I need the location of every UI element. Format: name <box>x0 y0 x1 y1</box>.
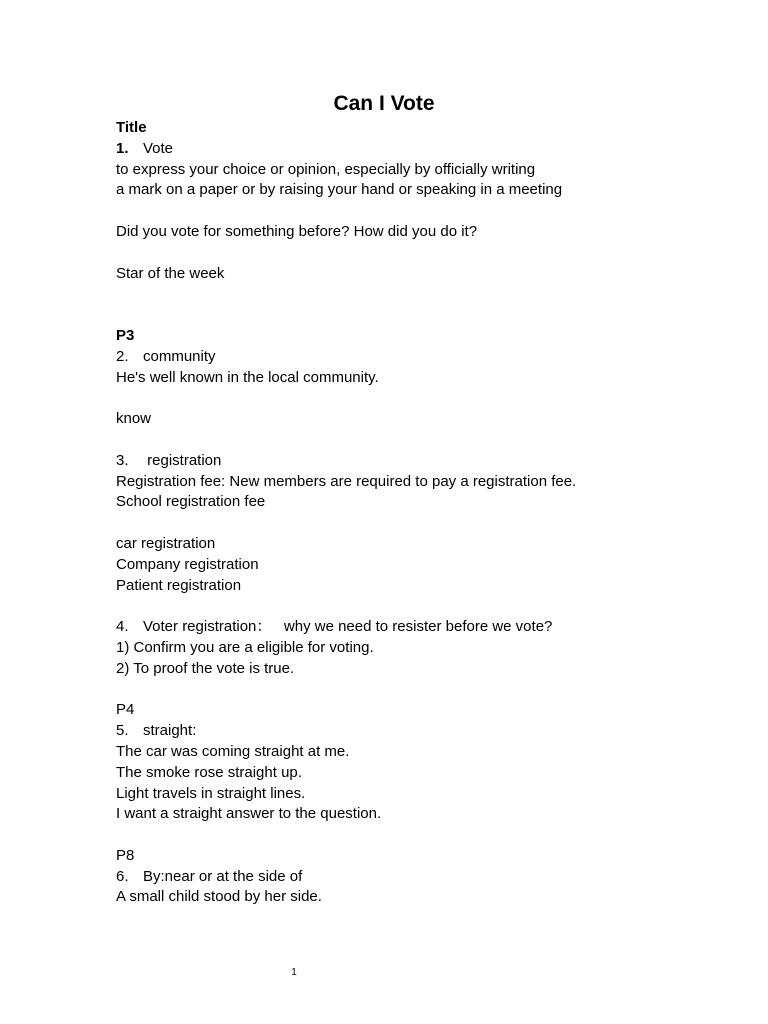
text-line <box>116 763 716 784</box>
line-text: School registration fee <box>116 493 266 511</box>
text-line <box>116 534 716 555</box>
text-line <box>116 638 716 659</box>
line-text: Company registration <box>116 555 259 573</box>
text-line <box>116 409 716 430</box>
line-text: P8 <box>116 846 135 864</box>
text-line <box>116 867 716 888</box>
line-text: 2) To proof the vote is true. <box>116 659 295 677</box>
line-text: The car was coming straight at me. <box>116 742 350 760</box>
line-text: to express your choice or opinion, especially by officially writing <box>116 160 536 178</box>
text-line <box>116 347 716 368</box>
text-line <box>116 617 716 638</box>
line-text: Title <box>116 119 147 136</box>
text-line <box>116 264 716 285</box>
line-text: community <box>143 347 216 365</box>
line-text: a mark on a paper or by raising your hand or speaking in a meeting <box>116 181 563 199</box>
text-line <box>116 388 716 409</box>
list-number: 1. <box>116 139 129 157</box>
list-number: 5. <box>116 722 129 740</box>
line-text: Patient registration <box>116 576 242 594</box>
line-text: By:near or at the side of <box>143 867 303 885</box>
text-line <box>116 368 716 389</box>
line-text: Did you vote for something before? How did you do it? <box>116 222 478 240</box>
text-line <box>116 576 716 597</box>
text-line <box>116 555 716 576</box>
list-number: 2. <box>116 347 129 365</box>
line-text: He's well known in the local community. <box>116 368 379 386</box>
text-line <box>116 784 716 805</box>
text-line <box>116 180 716 201</box>
text-line <box>116 243 716 264</box>
line-text: know <box>116 410 152 428</box>
text-line <box>116 305 716 326</box>
text-line <box>116 659 716 680</box>
list-number: 3. <box>116 451 129 469</box>
text-line <box>116 492 716 513</box>
text-line <box>116 451 716 472</box>
text-line <box>116 139 716 160</box>
line-text: I want a straight answer to the question. <box>116 805 382 823</box>
line-text: Registration fee: New members are required to pay a registration fee. <box>116 472 577 490</box>
line-text: 1) Confirm you are a eligible for voting. <box>116 638 374 656</box>
text-line <box>116 160 716 181</box>
text-line <box>116 804 716 825</box>
line-text: Light travels in straight lines. <box>116 784 306 802</box>
line-text: straight: <box>143 722 197 740</box>
document-body <box>116 118 716 908</box>
text-line <box>116 222 716 243</box>
text-line <box>116 430 716 451</box>
text-line <box>116 596 716 617</box>
text-line <box>116 513 716 534</box>
text-line <box>116 742 716 763</box>
line-text: Vote <box>143 139 174 157</box>
line-text: A small child stood by her side. <box>116 888 322 906</box>
text-line <box>116 284 716 305</box>
text-line <box>116 201 716 222</box>
line-text: P3 <box>116 326 135 344</box>
line-text: Star of the week <box>116 264 225 282</box>
text-line <box>116 846 716 867</box>
text-line <box>116 887 716 908</box>
text-line <box>116 118 716 139</box>
text-line <box>116 472 716 493</box>
text-line <box>116 721 716 742</box>
line-text: The smoke rose straight up. <box>116 763 302 781</box>
text-line <box>116 680 716 701</box>
page-number: 1 <box>291 967 297 978</box>
list-number: 4. <box>116 618 129 636</box>
document-title: Can I Vote <box>333 92 435 115</box>
line-text: registration <box>143 451 222 469</box>
line-text: P4 <box>116 701 135 719</box>
line-text: car registration <box>116 534 216 552</box>
line-text: Voter registration： why we need to resister before we vote? <box>143 618 553 636</box>
text-line <box>116 825 716 846</box>
text-line <box>116 326 716 347</box>
text-line <box>116 700 716 721</box>
list-number: 6. <box>116 867 129 885</box>
